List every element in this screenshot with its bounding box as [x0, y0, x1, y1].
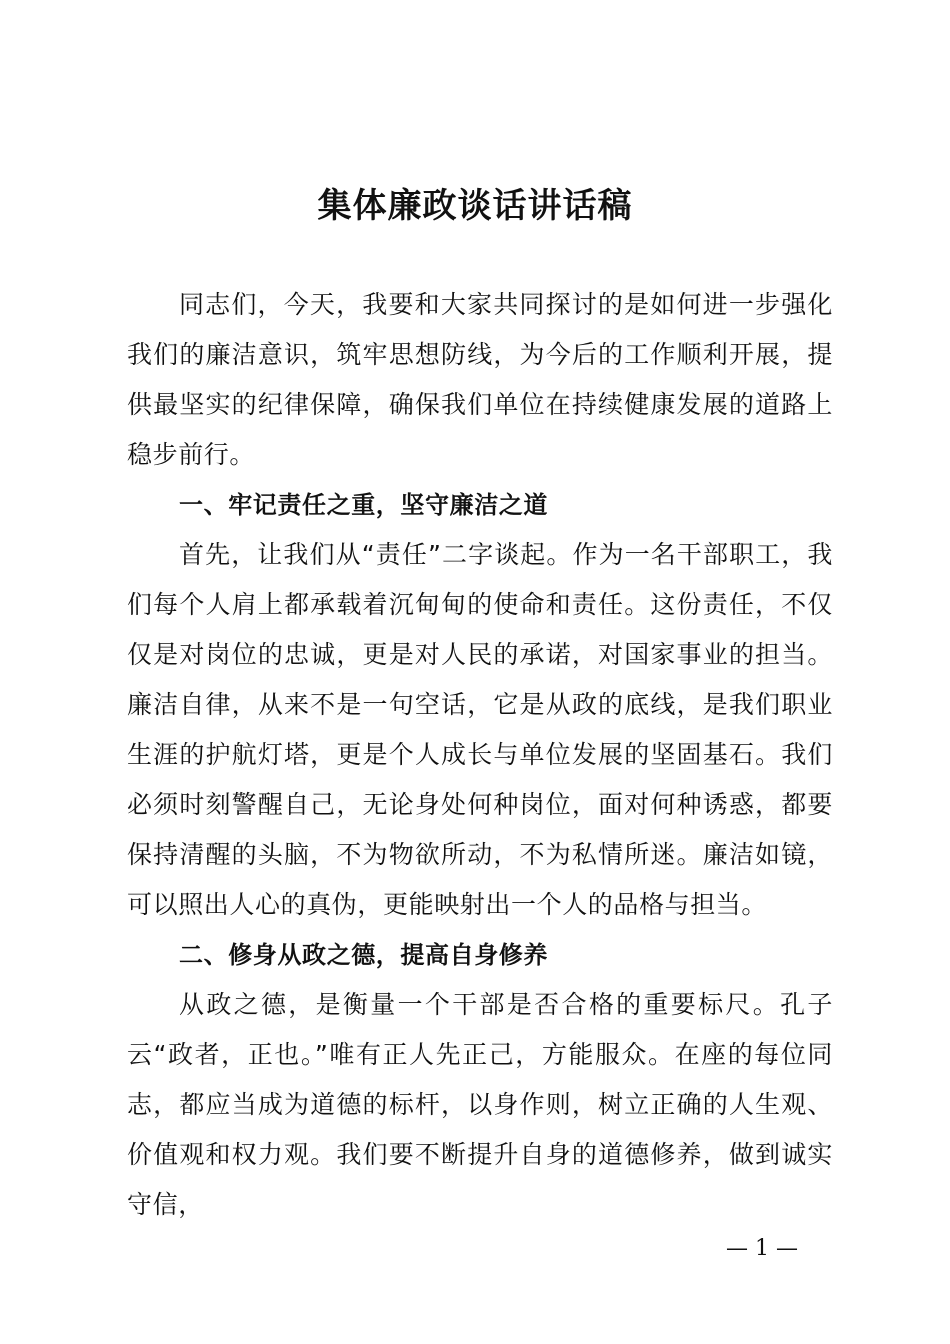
document-body — [127, 280, 833, 1230]
section-2-paragraph: 从政之德，是衡量一个干部是否合格的重要标尺。孔子云“政者，正也。”唯有正人先正己，方能服众。在座的每位同志，都应当成为道德的标杆，以身作则，树立正确的人生观、价值观和权力观。我们要不断提升自身的道德修养，做到诚实守信， — [127, 990, 833, 1219]
section-1-paragraph: 首先，让我们从“责任”二字谈起。作为一名干部职工，我们每个人肩上都承载着沉甸甸的使命和责任。这份责任，不仅仅是对岗位的忠诚，更是对人民的承诺，对国家事业的担当。廉洁自律，从来不是一句空话，它是从政的底线，是我们职业生涯的护航灯塔，更是个人成长与单位发展的坚固基石。我们必须时刻警醒自己，无论身处何种岗位，面对何种诱惑，都要保持清醒的头脑，不为物欲所动，不为私情所迷。廉洁如镜，可以照出人心的真伪，更能映射出一个人的品格与担当。 — [127, 540, 833, 919]
page-number: — 1 — — [726, 1236, 798, 1261]
section-1-heading: 一、牢记责任之重，坚守廉洁之道 — [179, 491, 548, 519]
document-title: 集体廉政谈话讲话稿 — [317, 186, 633, 226]
section-2-heading: 二、修身从政之德，提高自身修养 — [179, 941, 548, 969]
intro-paragraph: 同志们，今天，我要和大家共同探讨的是如何进一步强化我们的廉洁意识，筑牢思想防线，为今后的工作顺利开展，提供最坚实的纪律保障，确保我们单位在持续健康发展的道路上稳步前行。 — [127, 290, 833, 469]
